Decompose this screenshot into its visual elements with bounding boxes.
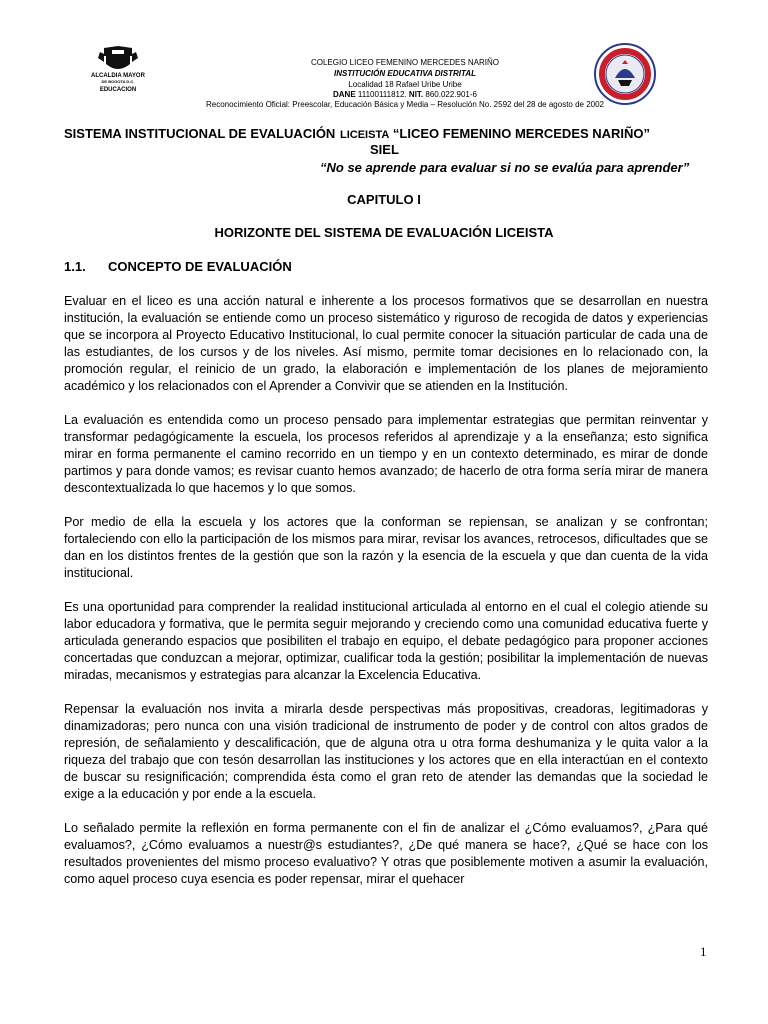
paragraph: La evaluación es entendida como un proceso pensado para implementar estrategias que permitan reinventar y transformar pedagógicamente la escuela, los procesos referidos al aprendizaje y a la enseñanza; esto significa mirar en forma permanente el camino recorrido en un tiempo y en un contexto determinado, es mirar de donde partimos y para donde vamos; es revisar cuanto hemos avanzado; de hacerlo de otra forma sería mirar de manera descontextualizada lo que hacemos y lo que somos.: [64, 413, 708, 495]
official-recognition: Reconocimiento Oficial: Preescolar, Educación Básica y Media – Resolución No. 2592 del 28 de agosto de 2002: [205, 100, 604, 109]
acronym: SIEL: [370, 142, 399, 157]
logo-line-1: ALCALDIA MAYOR: [91, 73, 145, 79]
paragraph: Por medio de ella la escuela y los actores que la conforman se repiensan, se analizan y se confrontan; fortaleciendo con ello la participación de los mismos para mirar, revisar los avances, retrocesos, dificultades que se dan en los distintos frentes de la gestión que son la razón y la esencia de la escuela y que dan cuenta de la vida institucional.: [64, 515, 708, 580]
logo-line-3: EDUCACION: [99, 87, 137, 93]
logo-line-2: DE BOGOTA D.C.: [101, 79, 135, 84]
section-title: CONCEPTO DE EVALUACIÓN: [108, 259, 292, 274]
dane-value: 11100111812.: [357, 90, 407, 99]
chapter-heading: CAPITULO I: [347, 192, 421, 207]
school-quote: “LICEO FEMENINO MERCEDES NARIÑO”: [392, 126, 651, 141]
bogota-coat-of-arms-icon: [82, 46, 154, 74]
page-number: 1: [700, 944, 707, 959]
locality: Localidad 18 Rafael Uribe Uribe: [348, 80, 462, 89]
alcaldia-logo: [82, 46, 154, 102]
dane-nit-line: [180, 90, 630, 100]
nit-value: 860.022.901-6: [425, 90, 477, 99]
school-title: [340, 126, 650, 143]
paragraph: Repensar la evaluación nos invita a mirarla desde perspectivas más propositivas, creadoras, legitimadoras y dinamizadoras; pero nunca con una visión tradicional de instrumento de poder y de control con altos grados de represión, de señalamiento y descalificación, que de alguna otra u otra forma deshumaniza y le quita valor a la riqueza del trabajo que con tesón desarrollan las instituciones y los actores que en ella interactúan en el contexto de buscar su resignificación; comprendida ésta como el gran reto de atender las demandas que la sociedad le exige a la educación y por ende a la escuela.: [64, 702, 708, 801]
system-title: SISTEMA INSTITUCIONAL DE EVALUACIÓN: [64, 126, 336, 141]
paragraph: Es una oportunidad para comprender la realidad institucional articulada al entorno en el cual el colegio atiende su labor educadora y formativa, que le permita seguir mejorando y creciendo como una comunidad educativa fuerte y articulada generando espacios que posibiliten el trabajo en equipo, el debate pedagógico para proponer acciones concertadas que conduzcan a mejorar, optimizar, cualificar toda la gestión; posibilitar la implementación de nuevas miradas, mecanismos y estrategias para alcanzar la Excelencia Educativa.: [64, 600, 708, 682]
liceista-label: LICEISTA: [340, 129, 390, 141]
paragraph: Evaluar en el liceo es una acción natural e inherente a los procesos formativos que se desarrollan en nuestra institución, la evaluación se entiende como un proceso sistemático y riguroso de recogida de datos y experiencias que se incorpora al Proyecto Educativo Institucional, lo cual permite conocer la situación particular de cada una de las estudiantes, de los cursos y de los niveles. Así mismo, permite tomar decisiones en lo relacionado con, la promoción regular, el reinicio de un grado, la elaboración e implementación de los planes de mejoramiento académico y los relacionados con el Aprender a Convivir que se atienden en la Institución.: [64, 294, 708, 393]
chapter-title: HORIZONTE DEL SISTEMA DE EVALUACIÓN LICEISTA: [214, 225, 554, 240]
paragraph: Lo señalado permite la reflexión en forma permanente con el fin de analizar el ¿Cómo evaluamos?, ¿Para qué evaluamos?, ¿Cómo evaluamos a nuestr@s estudiantes?, ¿De qué manera se hace?, ¿Qué se hace con los resultados provenientes del mismo proceso evaluativo? Y otras que posiblemente motiven a asumir la evaluación, como aquel proceso cuya esencia es poder repensar, mirar el quehacer: [64, 821, 708, 886]
section-number: 1.1.: [64, 259, 86, 274]
dane-label: DANE: [332, 90, 356, 99]
school-name: COLEGIO LICEO FEMENINO MERCEDES NARIÑO: [310, 58, 500, 67]
body-text: [64, 293, 708, 888]
motto: “No se aprende para evaluar si no se evalúa para aprender”: [320, 160, 690, 175]
nit-label: NIT.: [408, 90, 424, 99]
institution-type: INSTITUCIÓN EDUCATIVA DISTRITAL: [334, 69, 476, 78]
